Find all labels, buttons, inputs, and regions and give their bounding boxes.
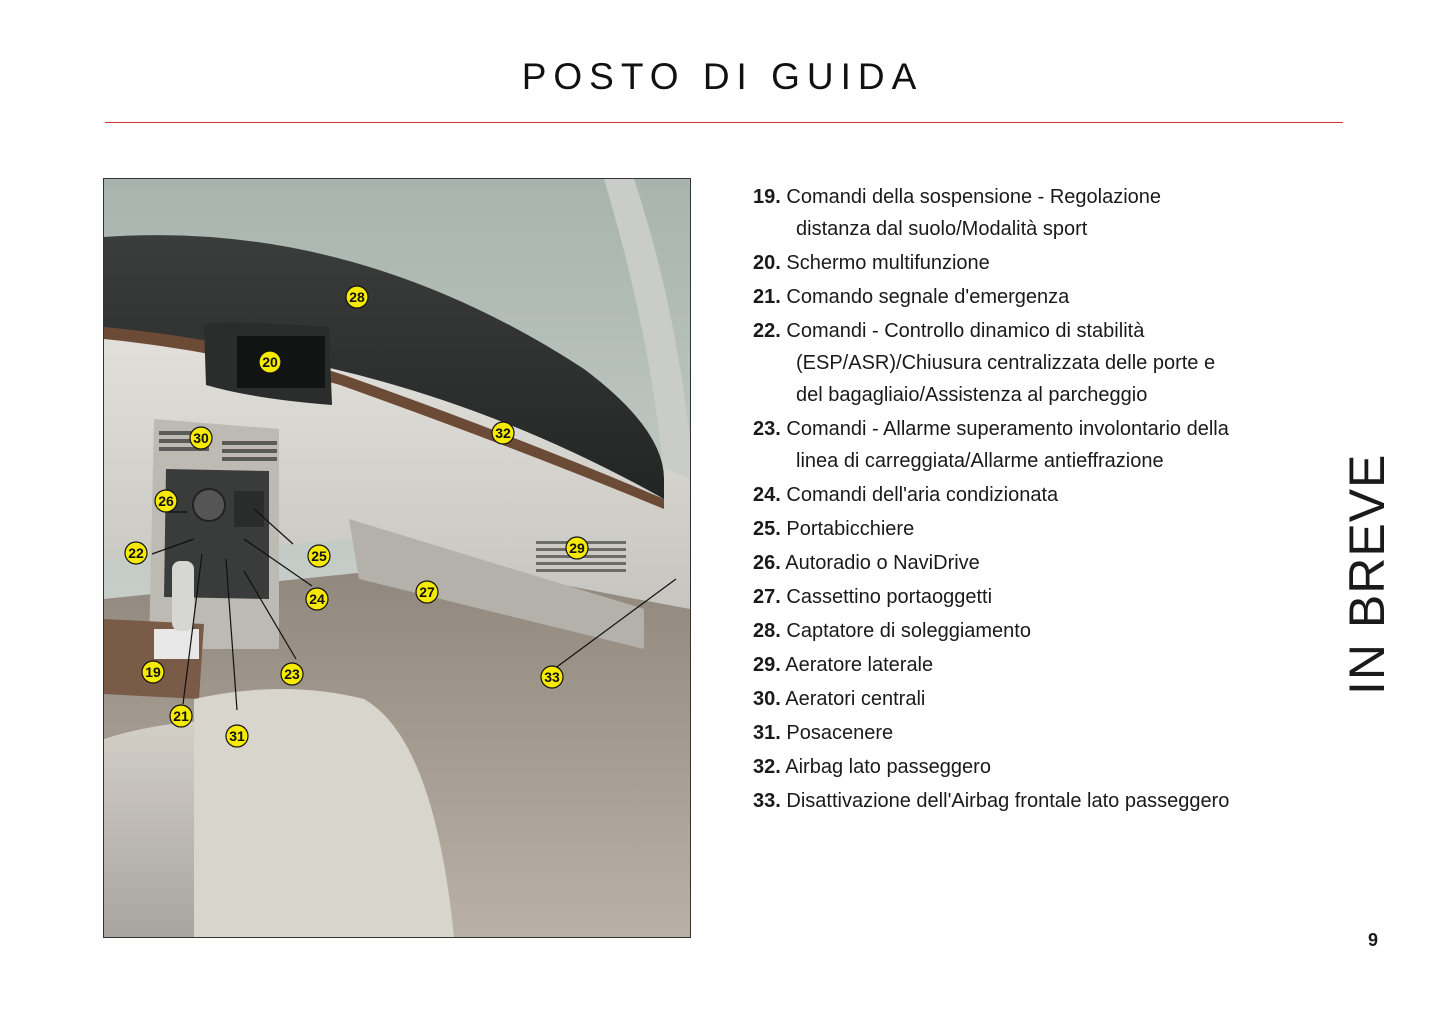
- legend-item-27: 27. Cassettino portaoggetti: [753, 586, 993, 608]
- callout-19: [142, 661, 164, 683]
- svg-text:20: 20: [262, 354, 278, 370]
- svg-text:19: 19: [145, 664, 161, 680]
- dashboard-drawing: [104, 179, 690, 937]
- callout-23: [281, 663, 303, 685]
- svg-text:28: 28: [349, 289, 365, 305]
- legend-item-19-cont: distanza dal suolo/Modalità sport: [796, 218, 1088, 240]
- legend-item-21: 21. Comando segnale d'emergenza: [753, 286, 1070, 308]
- callout-21: [170, 705, 192, 727]
- svg-text:26: 26: [158, 493, 174, 509]
- legend-item-23: 23. Comandi - Allarme superamento involontario della: [753, 418, 1229, 440]
- legend-item-28: 28. Captatore di soleggiamento: [753, 620, 1031, 642]
- legend-item-22-cont1: (ESP/ASR)/Chiusura centralizzata delle porte e: [796, 352, 1216, 374]
- callout-25: [308, 545, 330, 567]
- legend-item-30: 30. Aeratori centrali: [753, 688, 926, 710]
- callout-31: [226, 725, 248, 747]
- title-divider: [105, 122, 1343, 123]
- svg-text:32: 32: [495, 425, 511, 441]
- legend-item-32: 32. Airbag lato passeggero: [753, 756, 991, 778]
- legend-item-22-cont2: del bagagliaio/Assistenza al parcheggio: [796, 384, 1148, 406]
- callout-27: [416, 581, 438, 603]
- section-label: IN BREVE: [1339, 453, 1395, 695]
- svg-text:21: 21: [173, 708, 189, 724]
- callout-22: [125, 542, 147, 564]
- legend-item-23-cont: linea di carreggiata/Allarme antieffrazione: [796, 450, 1164, 472]
- legend-item-22: 22. Comandi - Controllo dinamico di stabilità: [753, 320, 1145, 342]
- svg-text:27: 27: [419, 584, 435, 600]
- legend-item-29: 29. Aeratore laterale: [753, 654, 934, 676]
- legend-item-26: 26. Autoradio o NaviDrive: [753, 552, 980, 574]
- legend-item-19: 19. Comandi della sospensione - Regolazione: [753, 186, 1162, 208]
- legend-item-24: 24. Comandi dell'aria condizionata: [753, 484, 1059, 506]
- legend-item-20: 20. Schermo multifunzione: [753, 252, 990, 274]
- page-number: 9: [1368, 930, 1379, 950]
- callout-28: [346, 286, 368, 308]
- svg-text:30: 30: [193, 430, 209, 446]
- callout-32: [492, 422, 514, 444]
- callout-33: [541, 666, 563, 688]
- callout-30: [190, 427, 212, 449]
- callout-26: [155, 490, 177, 512]
- callout-29: [566, 537, 588, 559]
- legend-item-31: 31. Posacenere: [753, 722, 894, 744]
- svg-text:22: 22: [128, 545, 144, 561]
- svg-text:31: 31: [229, 728, 245, 744]
- svg-text:23: 23: [284, 666, 300, 682]
- callout-20: [259, 351, 281, 373]
- svg-text:24: 24: [309, 591, 325, 607]
- svg-text:25: 25: [311, 548, 327, 564]
- legend-item-33: 33. Disattivazione dell'Airbag frontale lato passeggero: [753, 790, 1230, 812]
- svg-text:29: 29: [569, 540, 585, 556]
- callout-24: [306, 588, 328, 610]
- dashboard-illustration: [103, 178, 691, 938]
- legend-item-25: 25. Portabicchiere: [753, 518, 915, 540]
- svg-text:33: 33: [544, 669, 560, 685]
- page-title: POSTO DI GUIDA: [521, 56, 924, 97]
